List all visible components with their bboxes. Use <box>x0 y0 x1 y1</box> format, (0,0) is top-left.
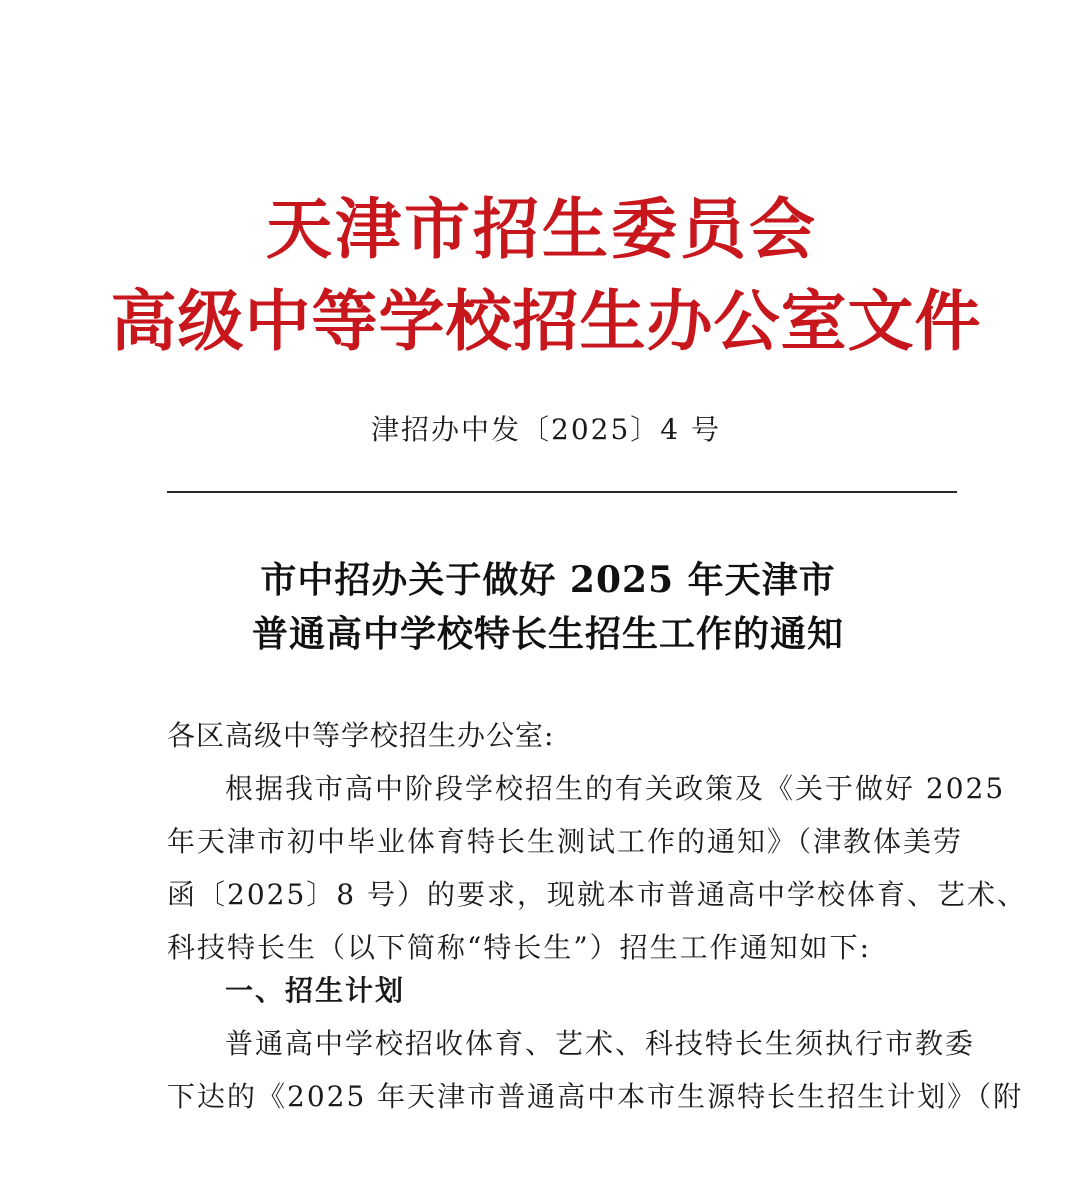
issuing-organization-line-2: 高级中等学校招生办公室文件 <box>110 282 982 360</box>
document-number: 津招办中发〔2025〕4 号 <box>371 413 721 446</box>
paragraph-2-line-2: 下达的《2025 年天津市普通高中本市生源特长生招生计划》（附 <box>167 1080 1024 1113</box>
issuing-organization-line-1: 天津市招生委员会 <box>266 190 818 268</box>
section-heading-enrollment-plan: 一、招生计划 <box>225 974 406 1007</box>
header-divider-rule <box>167 491 957 493</box>
paragraph-1-line-1: 根据我市高中阶段学校招生的有关政策及《关于做好 2025 <box>225 772 1006 805</box>
paragraph-2-line-1: 普通高中学校招收体育、艺术、科技特长生须执行市教委 <box>225 1027 976 1060</box>
salutation: 各区高级中等学校招生办公室: <box>167 719 555 752</box>
paragraph-1-line-3: 函〔2025〕8 号）的要求，现就本市普通高中学校体育、艺术、 <box>167 878 1027 911</box>
notice-title-line-1: 市中招办关于做好 2025 年天津市 <box>260 559 836 601</box>
notice-title-line-2: 普通高中学校特长生招生工作的通知 <box>251 613 844 655</box>
paragraph-1-line-4: 科技特长生（以下简称“特长生”）招生工作通知如下: <box>167 931 872 964</box>
paragraph-1-line-2: 年天津市初中毕业体育特长生测试工作的通知》（津教体美劳 <box>167 825 964 858</box>
